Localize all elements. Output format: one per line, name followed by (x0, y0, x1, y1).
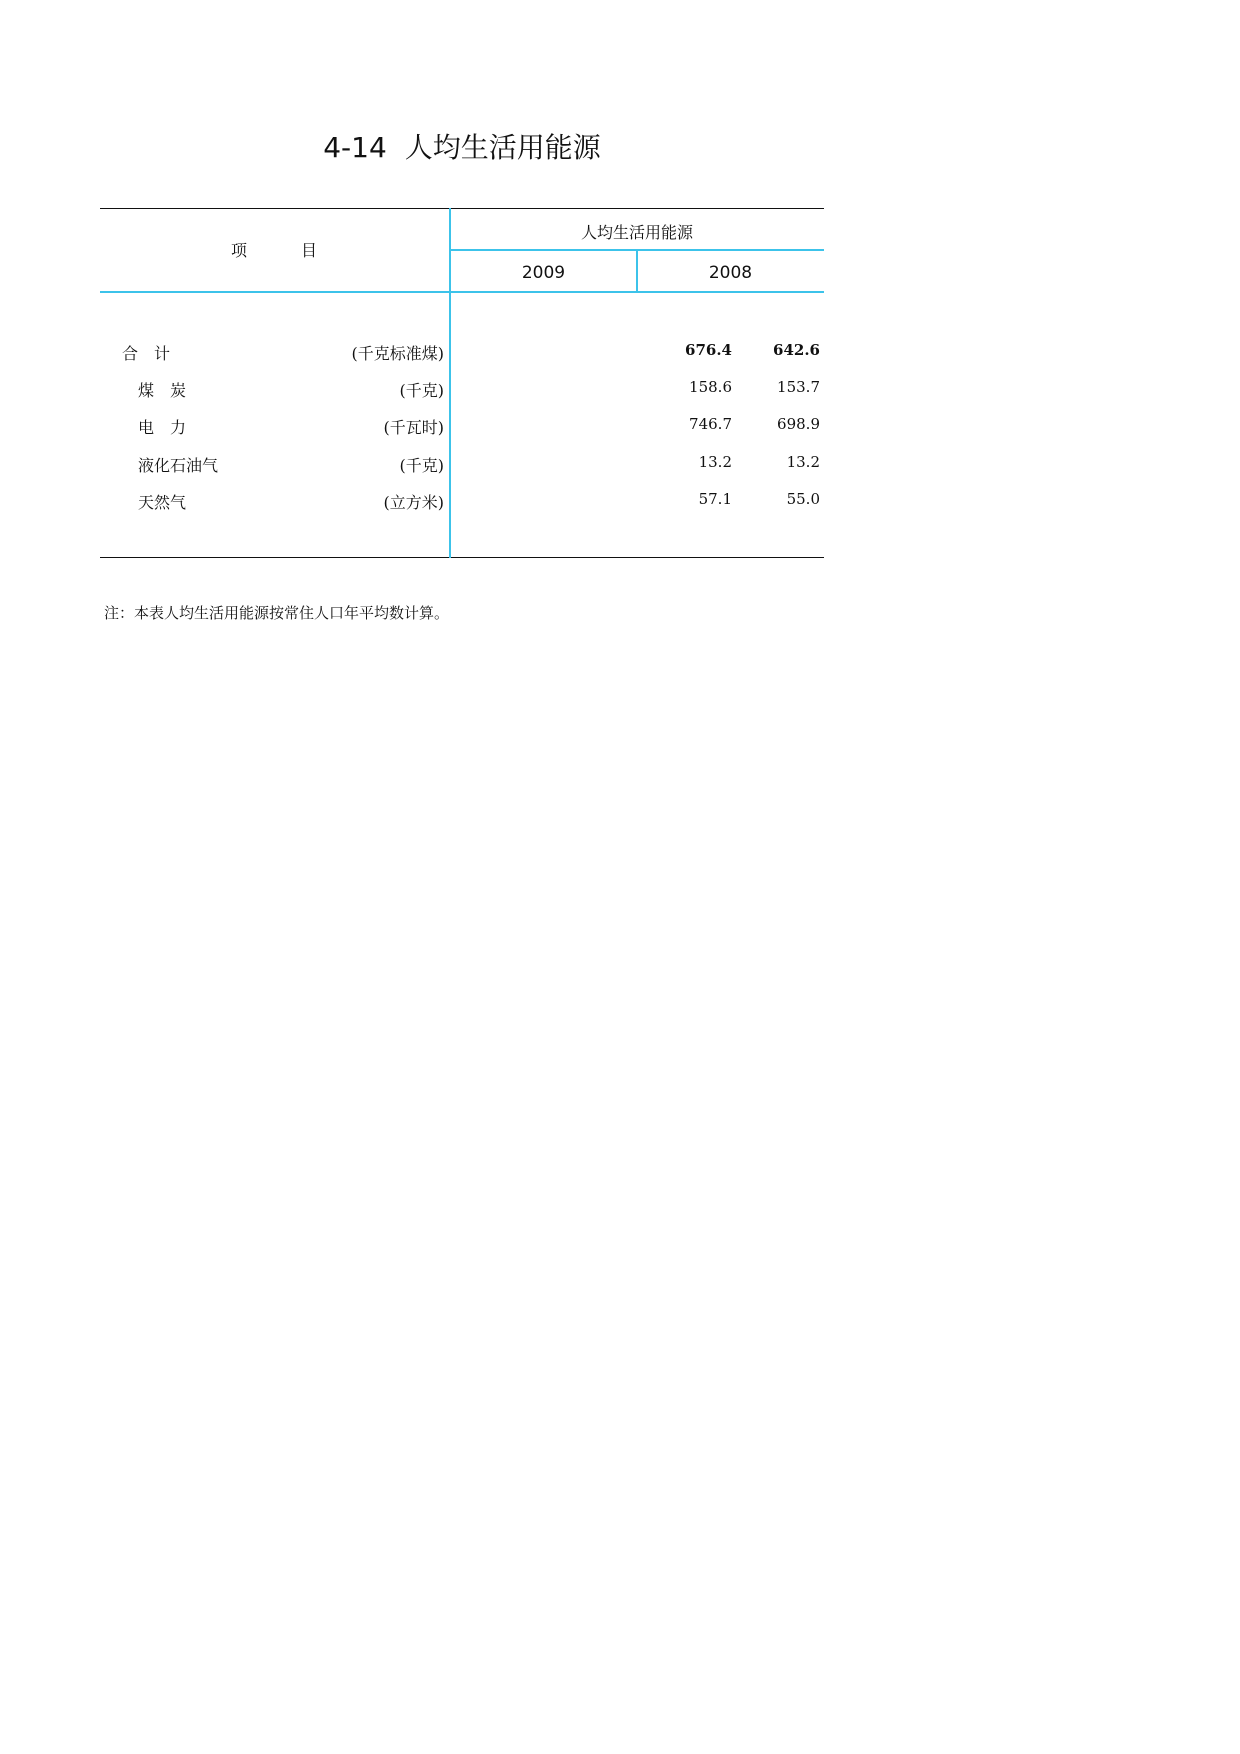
table-title (100, 126, 824, 166)
value-2008: 642.6 (773, 341, 820, 359)
table-number: 4-14 (323, 131, 387, 164)
row-unit: (千克) (399, 456, 444, 475)
energy-table (100, 208, 824, 558)
item-header-right: 目 (301, 241, 318, 260)
value-2009: 57.1 (698, 490, 732, 508)
bottom-rule (100, 557, 824, 558)
table-row-coal (100, 378, 824, 414)
row-unit: (千克标准煤) (351, 344, 444, 363)
row-name: 天然气 (138, 493, 187, 512)
value-2008: 698.9 (777, 415, 820, 433)
row-unit: (千克) (399, 381, 444, 400)
table-title-text: 人均生活用能源 (404, 131, 601, 164)
value-2008: 153.7 (777, 378, 820, 396)
row-unit: (千瓦时) (383, 418, 444, 437)
value-2009: 13.2 (698, 453, 732, 471)
value-2009: 158.6 (689, 378, 732, 396)
year-header-2008: 2008 (708, 263, 753, 283)
item-header-left: 项 (230, 241, 247, 260)
top-rule (100, 208, 824, 209)
group-header: 人均生活用能源 (580, 223, 693, 242)
row-unit: (立方米) (383, 493, 444, 512)
table-note: 注：本表人均生活用能源按常住人口年平均数计算。 (104, 604, 450, 622)
value-2009: 746.7 (689, 415, 732, 433)
header-bottom-rule (100, 291, 824, 293)
table-row-total (100, 341, 824, 377)
value-2008: 13.2 (786, 453, 820, 471)
table-row-lpg (100, 453, 824, 489)
row-name: 煤 炭 (138, 381, 187, 400)
item-header (100, 238, 448, 261)
table-row-electricity (100, 415, 824, 451)
table-row-natural-gas (100, 490, 824, 526)
value-2008: 55.0 (786, 490, 820, 508)
row-name: 电 力 (138, 418, 187, 437)
row-name: 合 计 (122, 344, 171, 363)
value-2009: 676.4 (685, 341, 732, 359)
year-header-2009: 2009 (521, 263, 566, 283)
row-name: 液化石油气 (138, 456, 219, 475)
